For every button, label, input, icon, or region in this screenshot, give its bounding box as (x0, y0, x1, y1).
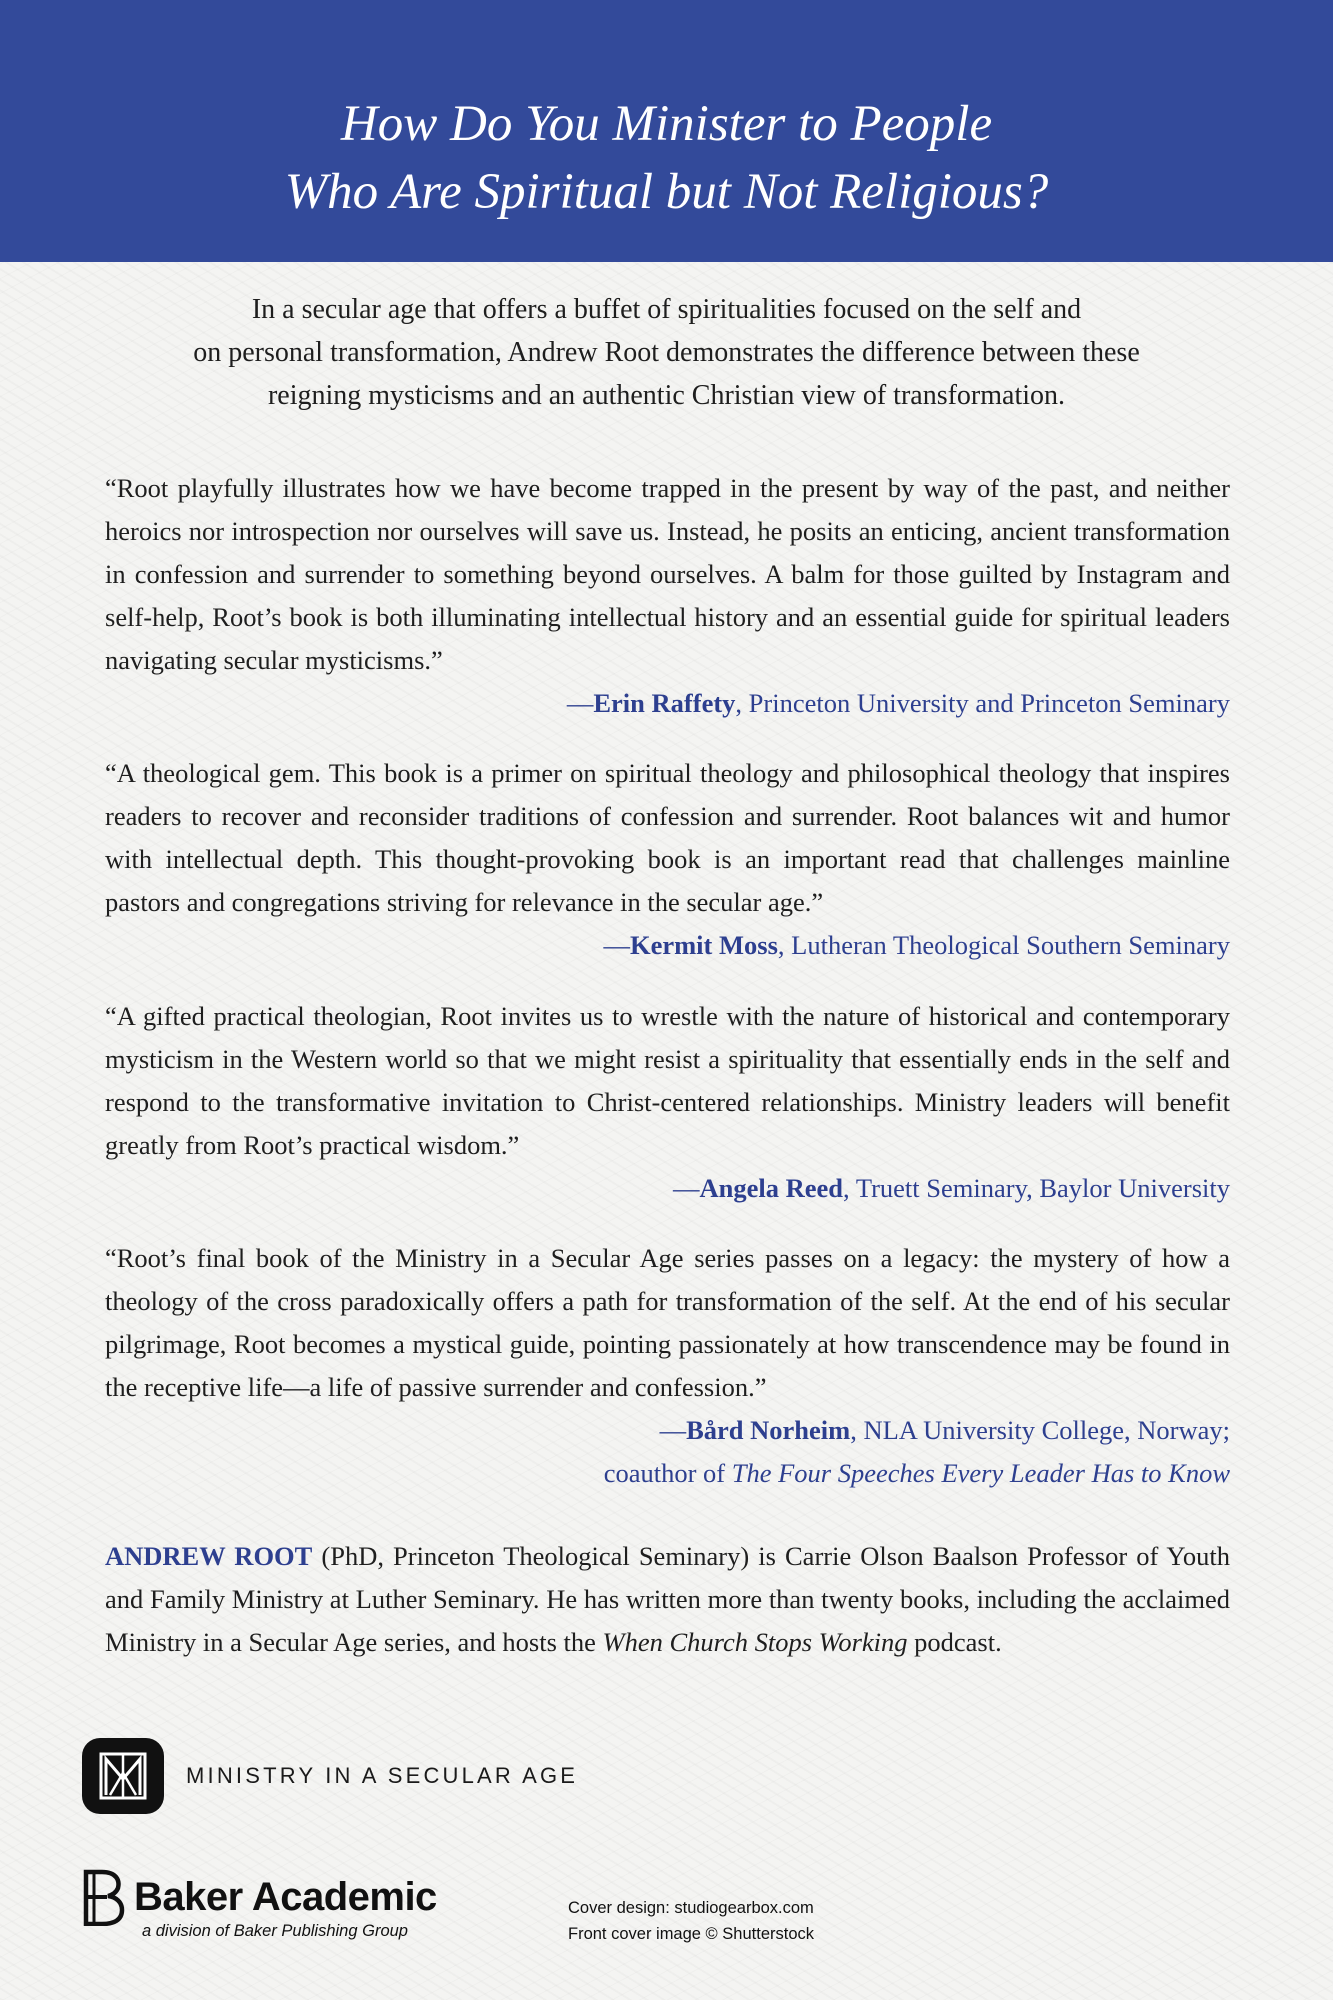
bio-text-end: podcast. (907, 1627, 1002, 1657)
headline-line-1: How Do You Minister to People (340, 96, 993, 152)
endorsement-attribution: —Kermit Moss, Lutheran Theological Southern Seminary (603, 930, 1230, 960)
endorsement-attribution: —Bård Norheim, NLA University College, Norway; (659, 1415, 1230, 1445)
endorsement-attribution: —Angela Reed, Truett Seminary, Baylor University (673, 1173, 1230, 1203)
bio-text: (PhD, Princeton Theological Seminary) is Carrie Olson Baalson Professor of Youth and Family Ministry at Luther Seminary. He has written more than twenty books, including the acclaimed Ministry in a Secular Age series, and hosts the (105, 1541, 1231, 1657)
headline-banner (0, 0, 1333, 262)
endorsement-quote: “Root playfully illustrates how we have become trapped in the present by way of the past, and neither heroics nor introspection nor ourselves will save us. Instead, he posits an enticing, ancient transformation in confession and surrender to something beyond ourselves. A balm for those guilted by Instagram and self-help, Root’s book is both illuminating intellectual history and an essential guide for spiritual leaders navigating secular mysticisms.” (105, 473, 1230, 675)
cover-design-credit: Cover design: studiogearbox.com (568, 1899, 814, 1917)
coauthor-book-title: The Four Speeches Every Leader Has to Know (731, 1458, 1230, 1488)
author-name: ANDREW ROOT (105, 1541, 313, 1571)
endorser-affiliation: NLA University College, Norway; (863, 1415, 1230, 1445)
series-label: MINISTRY IN A SECULAR AGE (186, 1763, 579, 1788)
series-logo-icon (82, 1738, 164, 1814)
publisher-subtitle: a division of Baker Publishing Group (142, 1922, 408, 1940)
intro-line-1: In a secular age that offers a buffet of spiritualities focused on the self and (251, 294, 1082, 325)
endorsement-2 (105, 752, 1230, 967)
endorsement-4 (105, 1237, 1230, 1495)
cover-image-credit: Front cover image © Shutterstock (568, 1925, 815, 1943)
msa-monogram-icon (98, 1751, 148, 1801)
podcast-title: When Church Stops Working (602, 1627, 908, 1657)
intro-paragraph (80, 288, 1253, 417)
author-bio (105, 1535, 1230, 1664)
endorsement-quote: “Root’s final book of the Ministry in a Secular Age series passes on a legacy: the mystery of how a theology of the cross paradoxically offers a path for transformation of the self. At the end of his secular pilgrimage, Root becomes a mystical guide, pointing passionately at how transcendence may be found in the receptive life—a life of passive surrender and confession.” (105, 1243, 1230, 1402)
endorsement-coauthor-line (105, 1452, 1230, 1495)
endorser-affiliation: Lutheran Theological Southern Seminary (791, 930, 1230, 960)
publisher-logo (80, 1868, 437, 1941)
endorser-name: Angela Reed (699, 1173, 844, 1203)
endorser-name: Erin Raffety (593, 688, 736, 718)
cover-credits (568, 1895, 814, 1947)
coauthor-prefix: coauthor of (603, 1458, 726, 1488)
endorser-affiliation: Princeton University and Princeton Seminary (748, 688, 1230, 718)
intro-line-3: reigning mysticisms and an authentic Christian view of transformation. (267, 380, 1066, 411)
endorsement-1 (105, 467, 1230, 725)
endorser-name: Kermit Moss (629, 930, 778, 960)
endorser-name: Bård Norheim (686, 1415, 851, 1445)
endorsement-quote: “A gifted practical theologian, Root invites us to wrestle with the nature of historical and contemporary mysticism in the Western world so that we might resist a spirituality that essentially ends in the self and respond to the transformative invitation to Christ-centered relationships. Ministry leaders will benefit greatly from Root’s practical wisdom.” (105, 1001, 1230, 1160)
series-branding (82, 1738, 578, 1814)
endorser-affiliation: Truett Seminary, Baylor University (855, 1173, 1230, 1203)
intro-line-2: on personal transformation, Andrew Root demonstrates the difference between these (193, 337, 1140, 368)
endorsement-attribution: —Erin Raffety, Princeton University and Princeton Seminary (566, 688, 1230, 718)
baker-b-icon (80, 1868, 128, 1926)
endorsement-3 (105, 995, 1230, 1210)
endorsement-quote: “A theological gem. This book is a primer on spiritual theology and philosophical theology that inspires readers to recover and reconsider traditions of confession and surrender. Root balances wit and humor with intellectual depth. This thought-provoking book is an important read that challenges mainline pastors and congregations striving for relevance in the secular age.” (105, 758, 1230, 917)
headline-line-2: Who Are Spiritual but Not Religious? (284, 164, 1049, 220)
publisher-name: Baker Academic (134, 1874, 437, 1919)
